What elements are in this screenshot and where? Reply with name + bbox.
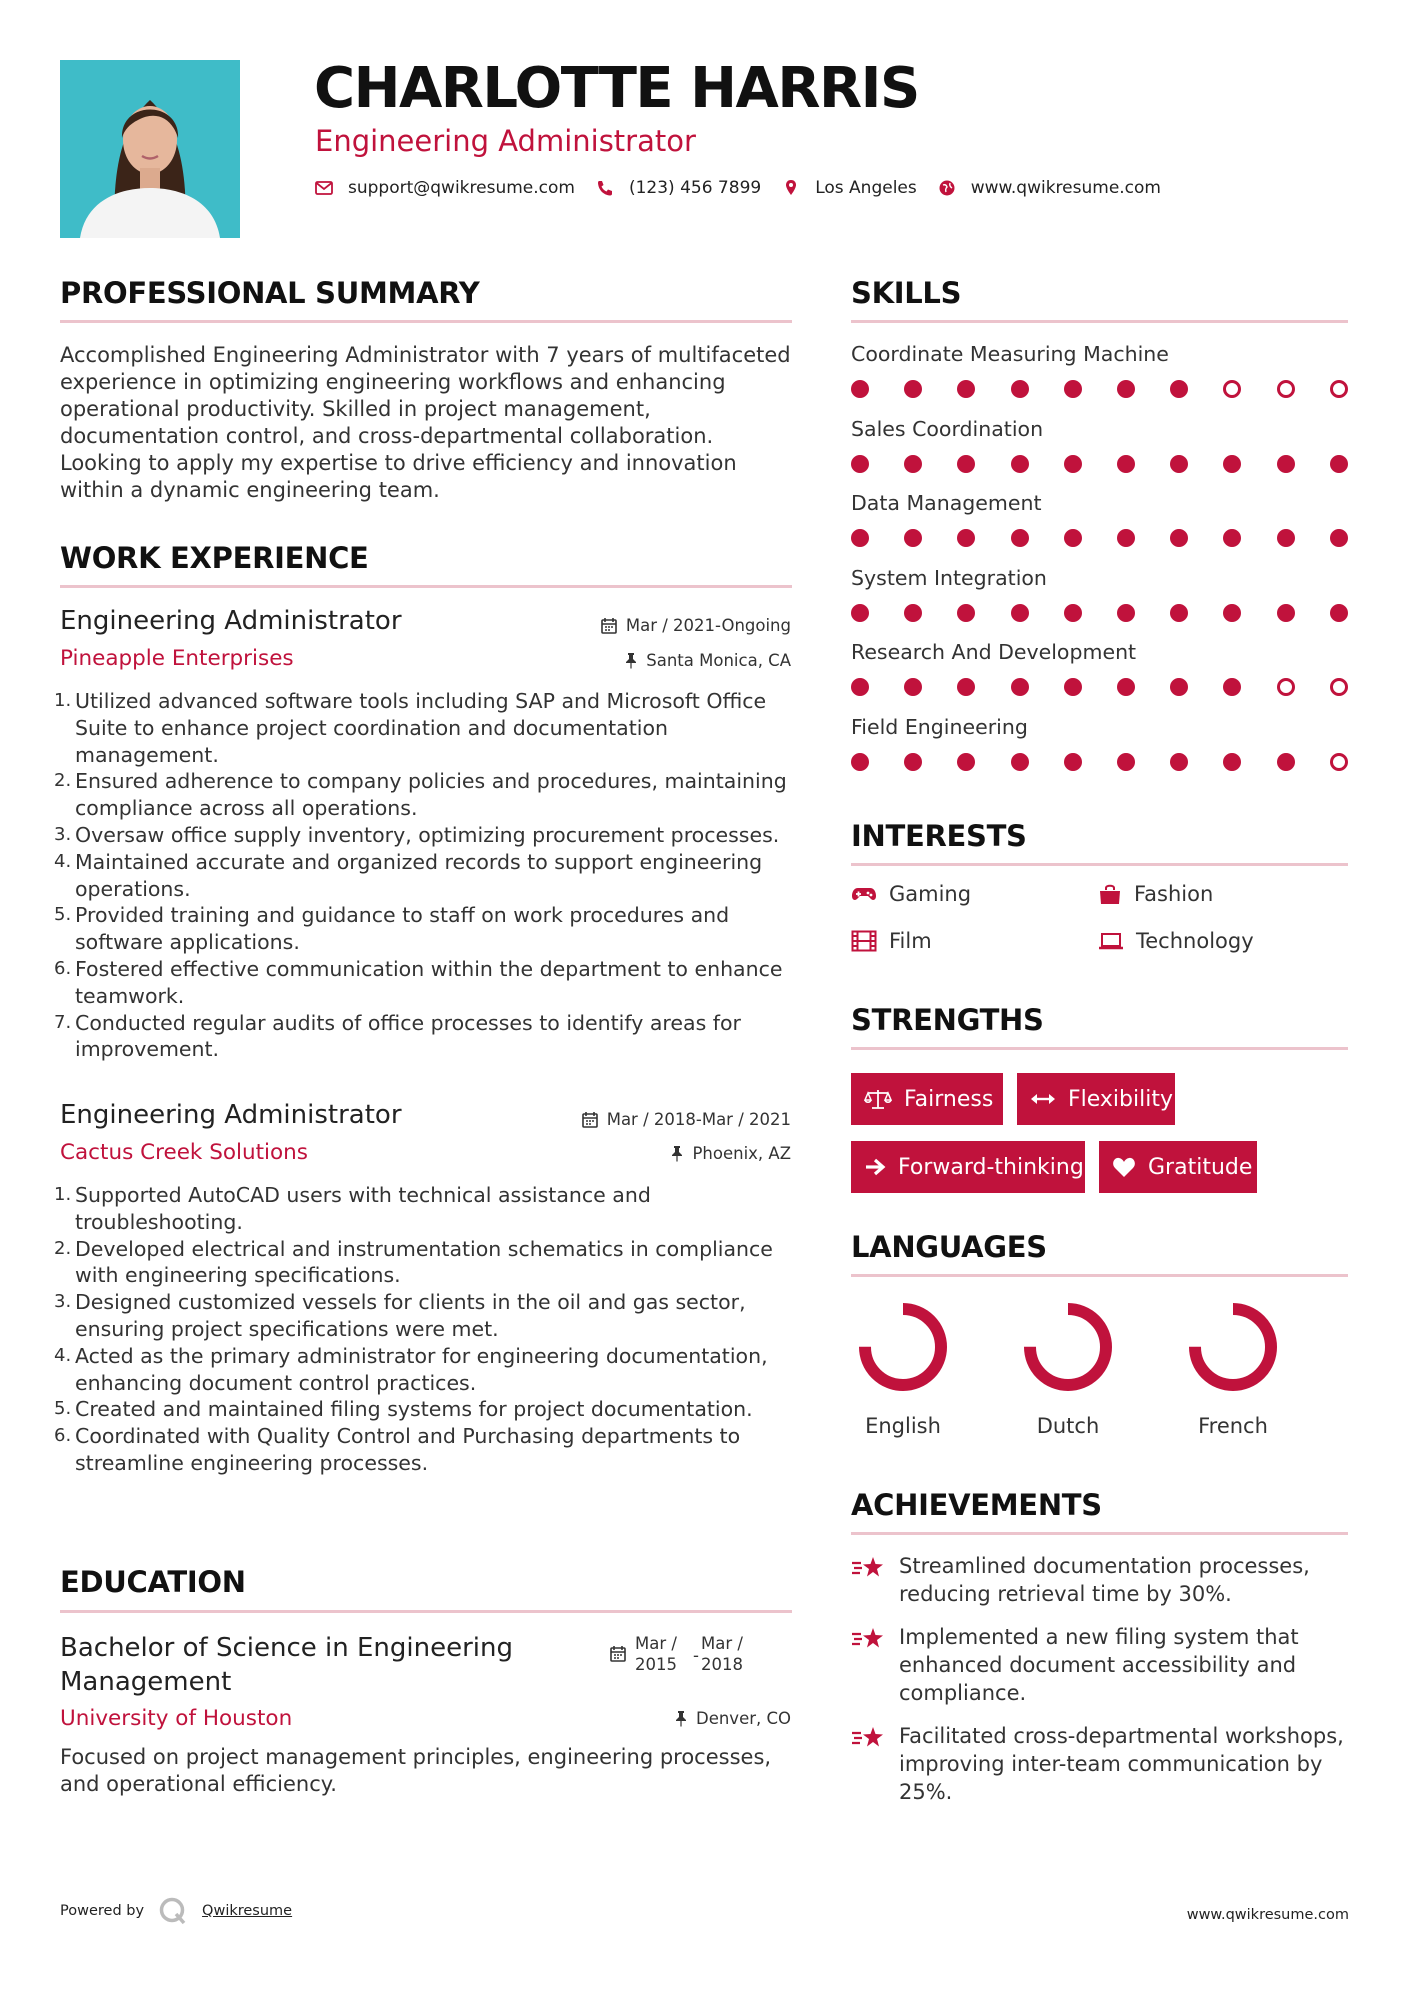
experience-rule [60,585,792,588]
language-label: Dutch [1036,1414,1100,1438]
education-end: Mar / 2018 [700,1634,743,1674]
strength-forward-thinking-label: Forward-thinking [898,1154,1084,1180]
skill-dot-filled [904,604,922,622]
skill-dot-filled [1117,380,1135,398]
language-label: English [865,1414,941,1438]
balance-scale-icon [864,1088,892,1110]
language-ring [1178,1297,1288,1397]
skill-dot-filled [1277,753,1295,771]
skill-dot-filled [957,604,975,622]
calendar-icon [601,617,617,634]
language-proficiency-arc [1030,1309,1106,1385]
shopping-bag-icon [1098,883,1122,905]
skill-dot-filled [1011,455,1029,473]
skill-dot-filled [1064,529,1082,547]
skill-dot-filled [1011,753,1029,771]
skill-label: Field Engineering [851,715,1028,739]
powered-by-label: Powered by [60,1903,145,1919]
job-1-location-text: Santa Monica, CA [646,651,791,670]
skill-dot-filled [1011,380,1029,398]
job-1-company: Pineapple Enterprises [60,646,294,671]
skill-dot-filled [1170,529,1188,547]
degree-title [60,1631,513,1699]
skill-dot-empty [1277,678,1295,696]
degree-line-2: Management [60,1667,232,1697]
strength-gratitude-label: Gratitude [1148,1154,1253,1180]
summary-rule [60,320,792,323]
contact-location [781,178,917,198]
job-1-bullet: 3. Oversaw office supply inventory, optimizing procurement processes. [54,822,780,847]
job-1-title: Engineering Administrator [60,606,402,636]
skill-dot-filled [1011,604,1029,622]
interest-gaming-label: Gaming [889,882,972,906]
contact-website[interactable] [937,178,1161,198]
skill-dot-filled [1223,753,1241,771]
summary-text: Accomplished Engineering Administrator with 7 years of multifaceted experience in optimizing engineering workflows and enhancing operational productivity. Skilled in project management, documentation control, and cross-departmental collaboration. Looking to apply my expertise to drive efficiency and innovation within a dynamic engineering team. [60,343,791,502]
strength-forward-thinking [851,1141,1085,1193]
job-1-dates-text: Mar / 2021-Ongoing [625,616,791,635]
skill-rating [851,678,1351,698]
strengths-title: STRENGTHS [851,1003,1044,1037]
language-ring [848,1297,958,1397]
language-ring-arc [1183,1297,1283,1397]
interest-technology-label: Technology [1136,929,1254,953]
skill-label: System Integration [851,565,1047,590]
job-2-dates [582,1110,791,1129]
skill-dot-filled [1277,604,1295,622]
shooting-star-icon [851,1625,885,1653]
skill-dot-filled [1170,678,1188,696]
skill-dot-filled [851,604,869,622]
achievements-title: ACHIEVEMENTS [851,1488,1102,1522]
skill-dot-filled [1011,678,1029,696]
interest-fashion-label: Fashion [1134,882,1214,906]
candidate-role: Engineering Administrator [315,124,696,158]
education-dates [610,1633,743,1675]
footer-powered-by [60,1896,292,1926]
skill-dot-empty [1330,380,1348,398]
film-icon [851,930,877,952]
achievement-text: Facilitated cross-departmental workshops, improving inter-team communication by 25%. [899,1724,1344,1804]
education-location-text: Denver, CO [695,1709,791,1728]
arrows-horizontal-icon [1030,1091,1056,1107]
skill-dot-filled [851,455,869,473]
skill-label: Sales Coordination [851,416,1044,441]
skill-dot-filled [904,678,922,696]
job-1-dates [601,616,791,635]
job-1-bullet: 7. Conducted regular audits of office processes to identify areas for improvement. [54,1010,741,1062]
calendar-icon [582,1111,598,1128]
gamepad-icon [851,885,877,903]
skill-rating [851,529,1351,549]
strength-flexibility-label: Flexibility [1068,1086,1173,1112]
interests-rule [851,863,1348,866]
strengths-rule [851,1047,1348,1050]
contact-website-text: www.qwikresume.com [970,178,1161,198]
languages-title: LANGUAGES [851,1230,1047,1264]
language-label: French [1198,1414,1268,1438]
skill-dot-filled [1117,455,1135,473]
interest-fashion [1098,882,1213,906]
skill-label: Research And Development [851,640,1137,665]
skill-dot-filled [957,678,975,696]
skill-dot-filled [1223,604,1241,622]
skill-dot-filled [1330,455,1348,473]
job-2-company: Cactus Creek Solutions [60,1140,309,1165]
pushpin-icon [625,652,637,669]
envelope-icon [314,179,334,197]
achievement-item [851,1552,1359,1608]
qwikresume-logo-icon [158,1896,188,1926]
strength-gratitude [1099,1141,1257,1193]
language-ring-arc [853,1297,953,1397]
shooting-star-icon [851,1724,885,1752]
skill-dot-filled [851,529,869,547]
job-2-dates-text: Mar / 2018-Mar / 2021 [606,1110,791,1129]
calendar-icon [610,1645,626,1662]
candidate-name: CHARLOTTE HARRIS [314,56,919,121]
contact-bar [314,178,1181,198]
achievement-text: Implemented a new filing system that enhanced document accessibility and compliance. [899,1625,1299,1705]
achievement-item [851,1722,1359,1806]
interests-title: INTERESTS [851,819,1027,853]
job-2-title: Engineering Administrator [60,1100,402,1130]
footer-website[interactable]: www.qwikresume.com [1186,1907,1349,1923]
language-proficiency-arc [1195,1309,1271,1385]
skill-dot-filled [1330,529,1348,547]
education-date-dash: - [693,1646,699,1665]
profile-photo [60,60,240,238]
phone-icon [595,179,615,197]
job-2-bullet: 1. Supported AutoCAD users with technical assistance and troubleshooting. [54,1183,651,1234]
job-2-location [671,1144,791,1163]
contact-phone-text: (123) 456 7899 [628,178,762,198]
skill-dot-empty [1330,678,1348,696]
qwikresume-link[interactable]: Qwikresume [202,1903,293,1919]
job-2-bullets [54,1182,802,1477]
globe-icon [937,179,957,197]
skill-dot-filled [1170,455,1188,473]
pushpin-icon [671,1145,683,1162]
shooting-star-icon [851,1554,885,1582]
skill-dot-filled [904,455,922,473]
interest-film [851,929,932,953]
education-title: EDUCATION [60,1565,246,1599]
achievement-text: Streamlined documentation processes, reducing retrieval time by 30%. [899,1554,1310,1606]
contact-email[interactable] [314,178,575,198]
skill-dot-filled [1064,678,1082,696]
contact-location-text: Los Angeles [815,178,917,198]
contact-phone[interactable] [595,178,761,198]
laptop-icon [1098,931,1124,951]
language-ring [1013,1297,1123,1397]
skill-dot-filled [1223,678,1241,696]
skill-dot-empty [1223,380,1241,398]
strength-fairness-label: Fairness [904,1086,994,1112]
job-2-bullet: 5. Created and maintained filing systems for project documentation. [54,1397,753,1422]
skill-dot-filled [1011,529,1029,547]
languages-rule [851,1274,1348,1277]
job-2-bullet: 4. Acted as the primary administrator for engineering documentation, enhancing document control practices. [54,1343,768,1395]
skill-dot-filled [1064,455,1082,473]
skill-dot-filled [1170,753,1188,771]
skill-dot-filled [1117,753,1135,771]
skill-dot-filled [957,380,975,398]
job-1-location [625,651,791,670]
interest-film-label: Film [889,929,932,953]
interest-gaming [851,882,971,906]
heart-icon [1112,1156,1136,1178]
arrow-right-icon [864,1157,886,1177]
skill-dot-filled [1064,604,1082,622]
job-1-bullet: 6. Fostered effective communication within the department to enhance teamwork. [54,956,783,1008]
strength-fairness [851,1073,1003,1125]
skill-dot-filled [904,380,922,398]
skill-dot-filled [1170,380,1188,398]
skill-dot-filled [1064,753,1082,771]
education-location [675,1709,791,1728]
education-rule [60,1610,792,1613]
job-1-bullets [54,688,802,1063]
experience-title: WORK EXPERIENCE [60,541,369,575]
contact-email-text: support@qwikresume.com [348,178,575,198]
skill-dot-empty [1330,753,1348,771]
skill-dot-filled [851,380,869,398]
job-1-bullet: 5. Provided training and guidance to staff on work procedures and software applications. [54,903,730,955]
achievement-item [851,1623,1359,1707]
language-ring-arc [1018,1297,1118,1397]
skill-dot-filled [957,753,975,771]
education-school: University of Houston [60,1706,293,1731]
pushpin-icon [675,1710,687,1727]
skill-dot-filled [1223,455,1241,473]
skill-dot-filled [1064,380,1082,398]
skill-dot-filled [957,455,975,473]
strength-flexibility [1017,1073,1175,1125]
skill-dot-filled [1170,604,1188,622]
skill-dot-filled [1223,529,1241,547]
achievements-rule [851,1532,1348,1535]
skill-dot-filled [1117,678,1135,696]
job-2-bullet: 3. Designed customized vessels for clients in the oil and gas sector, ensuring project specifications were met. [54,1290,746,1341]
skill-dot-filled [1330,604,1348,622]
skill-dot-filled [1117,529,1135,547]
skill-rating [851,455,1351,475]
skills-rule [851,320,1348,323]
job-2-bullet: 2. Developed electrical and instrumentation schematics in compliance with engineering specifications. [54,1236,773,1288]
skill-dot-empty [1277,380,1295,398]
skill-rating [851,753,1351,773]
skill-rating [851,380,1351,400]
skill-dot-filled [851,753,869,771]
interest-technology [1098,929,1254,953]
skill-dot-filled [1117,604,1135,622]
skills-title: SKILLS [851,276,962,310]
skill-dot-filled [851,678,869,696]
education-start: Mar / 2015 [635,1634,677,1674]
skill-dot-filled [957,529,975,547]
education-description: Focused on project management principles, engineering processes, and operational efficiency. [60,1745,772,1796]
summary-title: PROFESSIONAL SUMMARY [60,276,480,310]
skill-rating [851,604,1351,624]
skill-label: Coordinate Measuring Machine [851,342,1169,366]
skill-dot-filled [904,529,922,547]
skill-dot-filled [904,753,922,771]
language-proficiency-arc [865,1309,941,1385]
degree-line-1: Bachelor of Science in Engineering [60,1633,513,1663]
job-1-bullet: 4. Maintained accurate and organized records to support engineering operations. [54,849,763,901]
job-1-bullet: 1. Utilized advanced software tools including SAP and Microsoft Office Suite to enhance project coordination and documentation management. [54,689,767,767]
job-1-bullet: 2. Ensured adherence to company policies and procedures, maintaining compliance across all operations. [54,769,787,821]
map-pin-icon [781,179,801,197]
skill-label: Data Management [851,491,1042,516]
job-2-location-text: Phoenix, AZ [692,1144,791,1163]
job-2-bullet: 6. Coordinated with Quality Control and Purchasing departments to streamline engineering processes. [54,1424,741,1475]
skill-dot-filled [1277,529,1295,547]
skill-dot-filled [1277,455,1295,473]
